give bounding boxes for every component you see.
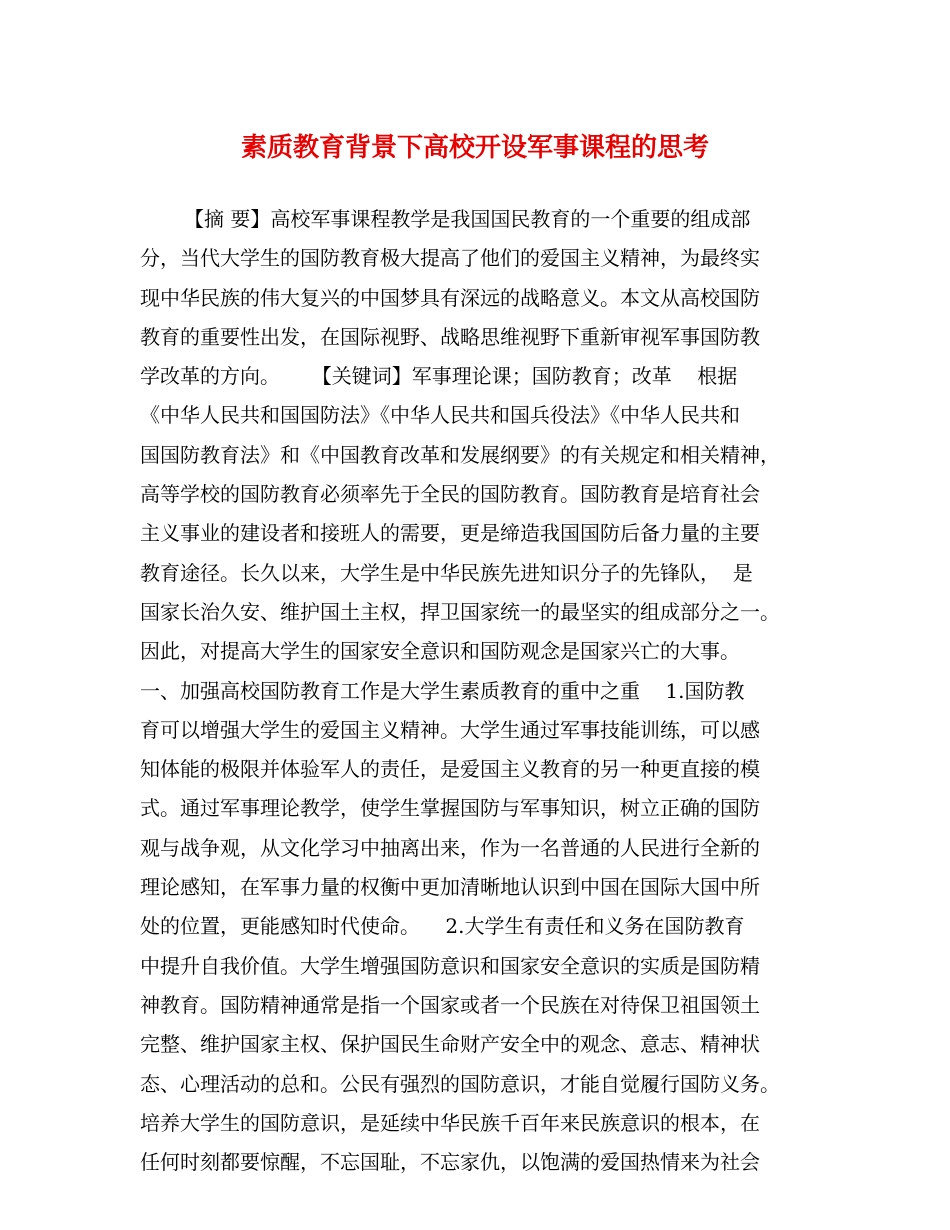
body-line: 高等学校的国防教育必须率先于全民的国防教育。国防教育是培育社会 bbox=[140, 482, 760, 507]
body-line: 教育途径。长久以来，大学生是中华民族先进知识分子的先锋队， 是 bbox=[140, 560, 753, 585]
body-line: 知体能的极限并体验军人的责任，是爱国主义教育的另一种更直接的模 bbox=[140, 757, 760, 782]
body-line: 国国防教育法》和《中国教育改革和发展纲要》的有关规定和相关精神， bbox=[140, 442, 780, 467]
body-line: 因此，对提高大学生的国家安全意识和国防观念是国家兴亡的大事。 bbox=[140, 639, 740, 664]
document-body bbox=[140, 200, 840, 1182]
body-line: 培养大学生的国防意识，是延续中华民族千百年来民族意识的根本，在 bbox=[140, 1110, 760, 1135]
document-title: 素质教育背景下高校开设军事课程的思考 bbox=[240, 133, 709, 163]
body-line: 观与战争观，从文化学习中抽离出来，作为一名普通的人民进行全新的 bbox=[140, 835, 760, 860]
body-line: 育可以增强大学生的爱国主义精神。大学生通过军事技能训练，可以感 bbox=[140, 717, 760, 742]
body-line: 现中华民族的伟大复兴的中国梦具有深远的战略意义。本文从高校国防 bbox=[140, 285, 760, 310]
body-line: 态、心理活动的总和。公民有强烈的国防意识，才能自觉履行国防义务。 bbox=[140, 1071, 780, 1096]
body-line: 主义事业的建设者和接班人的需要，更是缔造我国国防后备力量的主要 bbox=[140, 521, 760, 546]
body-line: 式。通过军事理论教学，使学生掌握国防与军事知识，树立正确的国防 bbox=[140, 796, 760, 821]
body-line: 教育的重要性出发，在国际视野、战略思维视野下重新审视军事国防教 bbox=[140, 324, 760, 349]
body-line: 神教育。国防精神通常是指一个国家或者一个民族在对待保卫祖国领土 bbox=[140, 992, 760, 1017]
body-line: 《中华人民共和国国防法》《中华人民共和国兵役法》《中华人民共和 bbox=[140, 403, 740, 428]
body-line: 完整、维护国家主权、保护国民生命财产安全中的观念、意志、精神状 bbox=[140, 1032, 760, 1057]
body-line: 中提升自我价值。大学生增强国防意识和国家安全意识的实质是国防精 bbox=[140, 953, 760, 978]
body-line: 一、加强高校国防教育工作是大学生素质教育的重中之重 1.国防教 bbox=[140, 678, 745, 703]
body-line: 处的位置，更能感知时代使命。 2.大学生有责任和义务在国防教育 bbox=[140, 914, 745, 939]
body-line: 国家长治久安、维护国土主权，捍卫国家统一的最坚实的组成部分之一。 bbox=[140, 599, 780, 624]
body-line: 【摘 要】高校军事课程教学是我国国民教育的一个重要的组成部 bbox=[184, 207, 751, 231]
body-line: 理论感知，在军事力量的权衡中更加清晰地认识到中国在国际大国中所 bbox=[140, 875, 760, 900]
body-line: 学改革的方向。 【关键词】军事理论课；国防教育；改革 根据 bbox=[140, 364, 738, 389]
body-line: 任何时刻都要惊醒，不忘国耻，不忘家仇，以饱满的爱国热情来为社会 bbox=[140, 1150, 760, 1175]
body-line: 分，当代大学生的国防教育极大提高了他们的爱国主义精神，为最终实 bbox=[140, 246, 760, 271]
